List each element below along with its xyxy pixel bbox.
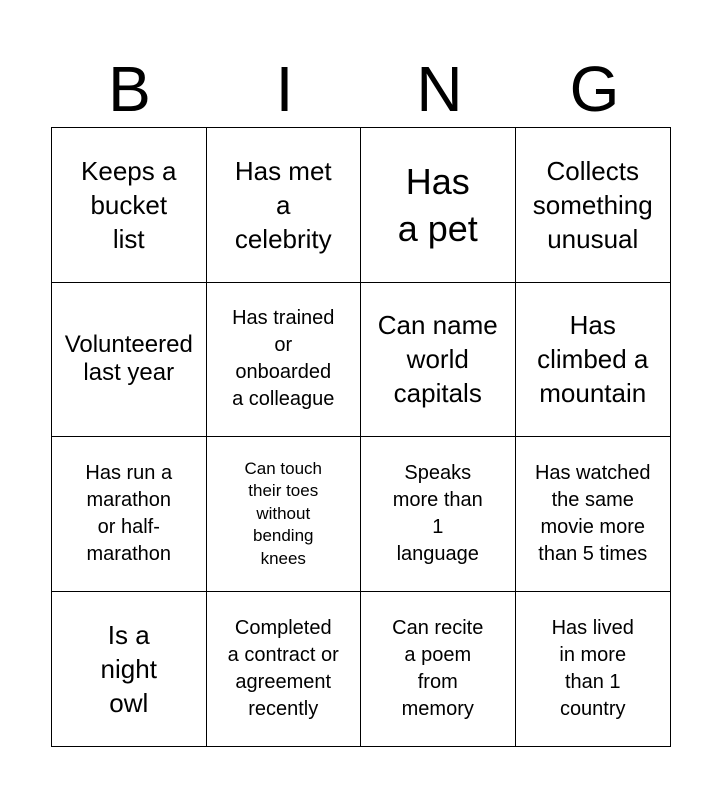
header-letter-b: B [108, 53, 151, 125]
cell-label: Can touch their toes without bending knees [244, 458, 322, 568]
bingo-cell-r2-c4[interactable] [516, 283, 671, 438]
cell-label: Is a night owl [100, 619, 157, 718]
bingo-cell-r3-c3[interactable] [361, 437, 516, 592]
bingo-header [52, 50, 672, 128]
bingo-cell-r4-c2[interactable] [207, 592, 362, 747]
bingo-cell-r2-c1[interactable] [52, 283, 207, 438]
cell-label: Has climbed a mountain [537, 310, 649, 409]
cell-label: Volunteered last year [64, 331, 193, 387]
header-letter-i: I [275, 53, 294, 125]
cell-label: Has run a marathon or half- marathon [85, 461, 173, 565]
cell-label: Has watched the same movie more than 5 times [534, 461, 651, 565]
cell-label: Has lived in more than 1 country [551, 616, 634, 720]
bingo-cell-r2-c3[interactable] [361, 283, 516, 438]
cell-label: Completed a contract or agreement recently [227, 616, 339, 720]
bingo-cell-r2-c2[interactable] [207, 283, 362, 438]
bingo-cell-r4-c1[interactable] [52, 592, 207, 747]
bingo-cell-r3-c4[interactable] [516, 437, 671, 592]
cell-label: Collects something unusual [532, 155, 653, 254]
bingo-cell-r1-c1[interactable] [52, 128, 207, 283]
cell-label: Has trained or onboarded a colleague [232, 307, 335, 411]
bingo-cell-r3-c1[interactable] [52, 437, 207, 592]
bingo-cell-r4-c3[interactable] [361, 592, 516, 747]
bingo-board [51, 127, 671, 747]
bingo-cell-r1-c2[interactable] [207, 128, 362, 283]
bingo-cell-r3-c2[interactable] [207, 437, 362, 592]
cell-label: Can recite a poem from memory [392, 616, 484, 720]
cell-label: Speaks more than 1 language [392, 461, 483, 565]
bingo-cell-r4-c4[interactable] [516, 592, 671, 747]
header-letter-n: N [416, 53, 463, 125]
cell-label: Keeps a bucket list [81, 155, 177, 254]
cell-label: Has met a celebrity [234, 155, 332, 254]
cell-label: Can name world capitals [377, 310, 498, 409]
header-letter-g: G [569, 53, 620, 125]
bingo-cell-r1-c4[interactable] [516, 128, 671, 283]
cell-label: Has a pet [397, 160, 478, 249]
bingo-cell-r1-c3[interactable] [361, 128, 516, 283]
